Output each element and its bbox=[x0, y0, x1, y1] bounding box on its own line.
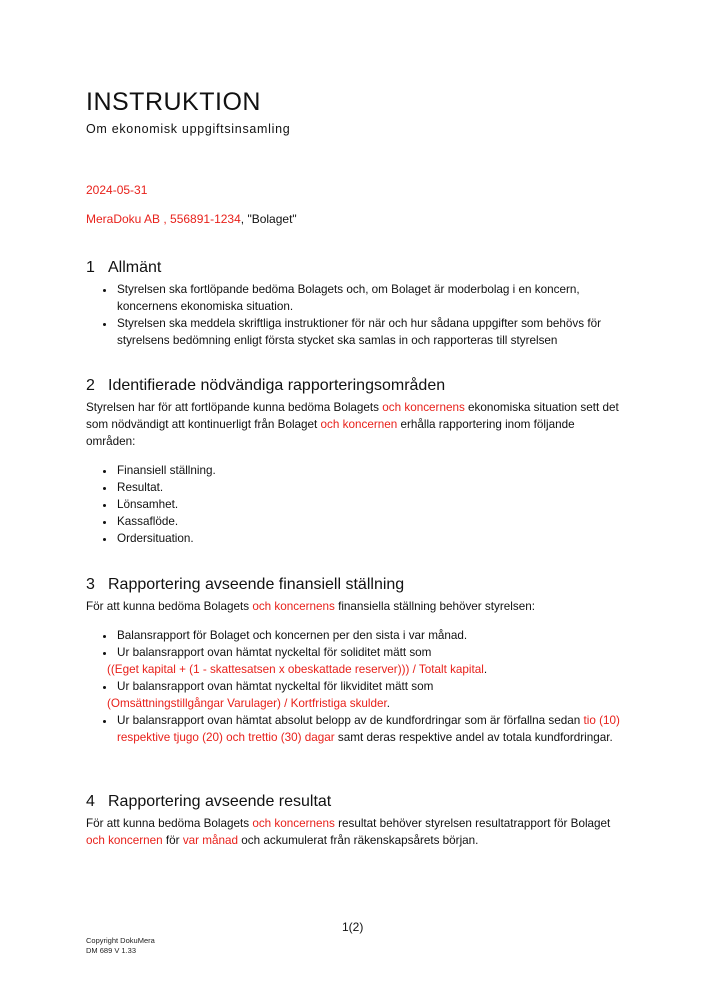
highlight-text: och koncernens bbox=[249, 817, 335, 830]
section-1-heading bbox=[86, 259, 626, 277]
highlight-text: var månad bbox=[182, 834, 239, 847]
list-item bbox=[107, 678, 626, 712]
highlight-text: tio (10) respektive tjugo (20) och trettio (30) dagar bbox=[117, 714, 620, 744]
document-subtitle: Om ekonomisk uppgiftsinsamling bbox=[86, 122, 291, 136]
section-4-heading bbox=[86, 793, 626, 811]
page-number: 1(2) bbox=[342, 920, 364, 934]
bullet-list bbox=[86, 462, 626, 547]
text-run: finansiella ställning behöver styrelsen: bbox=[334, 600, 535, 613]
text-run: och ackumulerat från räkenskapsårets början. bbox=[238, 834, 479, 847]
section-2-heading bbox=[86, 377, 626, 395]
section-title: Identifierade nödvändiga rapporteringsområden bbox=[108, 377, 446, 394]
list-item: • Balansrapport för Bolaget och koncernen per den sista i var månad. bbox=[116, 627, 626, 644]
list-item bbox=[116, 712, 626, 746]
highlight-text: och koncernen bbox=[317, 418, 398, 431]
list-item: • Styrelsen ska meddela skriftliga instruktioner för när och hur sådana uppgifter som behövs för styrelsens bedömning enligt första stycket ska samlas in och rapporteras till styrelsen bbox=[116, 315, 626, 349]
section-paragraph bbox=[86, 598, 626, 615]
text-run: . bbox=[386, 697, 391, 710]
text-run: ekonomiska situation sett det som nödvändigt att kontinuerligt från Bolaget bbox=[86, 401, 619, 431]
list-item: • Styrelsen ska fortlöpande bedöma Bolagets och, om Bolaget är moderbolag i en koncern, koncernens ekonomiska situation. bbox=[116, 281, 626, 315]
list-item: • Finansiell ställning. bbox=[116, 462, 626, 479]
section-title: Rapportering avseende finansiell ställning bbox=[108, 576, 405, 593]
section-paragraph bbox=[86, 815, 626, 849]
document-title: INSTRUKTION bbox=[86, 88, 261, 116]
list-item bbox=[107, 644, 626, 678]
text-run: Styrelsen har för att fortlöpande kunna bedöma Bolagets bbox=[86, 401, 380, 414]
company-line bbox=[86, 212, 297, 226]
text-run: För att kunna bedöma Bolagets bbox=[86, 817, 250, 830]
document-footer bbox=[86, 936, 155, 956]
section-4 bbox=[86, 793, 626, 849]
liquidity-formula: (Omsättningstillgångar Varulager) / Kortfristiga skulder bbox=[107, 697, 387, 710]
section-1 bbox=[86, 259, 626, 349]
bullet-list bbox=[86, 627, 626, 746]
list-item: • Resultat. bbox=[116, 479, 626, 496]
text-run: för bbox=[162, 834, 183, 847]
highlight-text: och koncernens bbox=[249, 600, 335, 613]
section-3-heading bbox=[86, 576, 626, 594]
document-date: 2024-05-31 bbox=[86, 183, 148, 197]
copyright-text: Copyright DokuMera bbox=[86, 936, 155, 945]
text-run: erhålla rapportering inom följande områden: bbox=[86, 418, 575, 448]
section-number: 2 bbox=[86, 377, 95, 394]
section-2 bbox=[86, 377, 626, 547]
section-number: 3 bbox=[86, 576, 95, 593]
section-3 bbox=[86, 576, 626, 746]
section-paragraph bbox=[86, 399, 626, 450]
list-item: • Ordersituation. bbox=[116, 530, 626, 547]
highlight-text: och koncernen bbox=[86, 834, 163, 847]
highlight-text: och koncernens bbox=[379, 401, 465, 414]
company-name: MeraDoku AB , 556891-1234 bbox=[86, 212, 241, 226]
solidity-formula: ((Eget kapital + (1 - skattesatsen x obeskattade reserver))) / Totalt kapital bbox=[107, 663, 484, 676]
text-run: Ur balansrapport ovan hämtat nyckeltal för likviditet mätt som bbox=[117, 680, 434, 693]
text-run: resultat behöver styrelsen resultatrapport för Bolaget bbox=[334, 817, 611, 830]
formula-line bbox=[107, 661, 626, 678]
text-run: För att kunna bedöma Bolagets bbox=[86, 600, 250, 613]
list-item: • Lönsamhet. bbox=[116, 496, 626, 513]
section-number: 4 bbox=[86, 793, 95, 810]
section-number: 1 bbox=[86, 259, 95, 276]
list-item: • Kassaflöde. bbox=[116, 513, 626, 530]
text-run: Ur balansrapport ovan hämtat absolut belopp av de kundfordringar som är förfallna sedan bbox=[117, 714, 584, 727]
text-run: samt deras respektive andel av totala kundfordringar. bbox=[334, 731, 613, 744]
section-title: Allmänt bbox=[108, 259, 162, 276]
formula-line bbox=[107, 695, 626, 712]
text-run: Ur balansrapport ovan hämtat nyckeltal för soliditet mätt som bbox=[117, 646, 432, 659]
bullet-list bbox=[86, 281, 626, 349]
document-id: DM 689 V 1.33 bbox=[86, 946, 137, 955]
text-run: . bbox=[483, 663, 488, 676]
section-title: Rapportering avseende resultat bbox=[108, 793, 332, 810]
company-alias: , "Bolaget" bbox=[240, 212, 297, 226]
